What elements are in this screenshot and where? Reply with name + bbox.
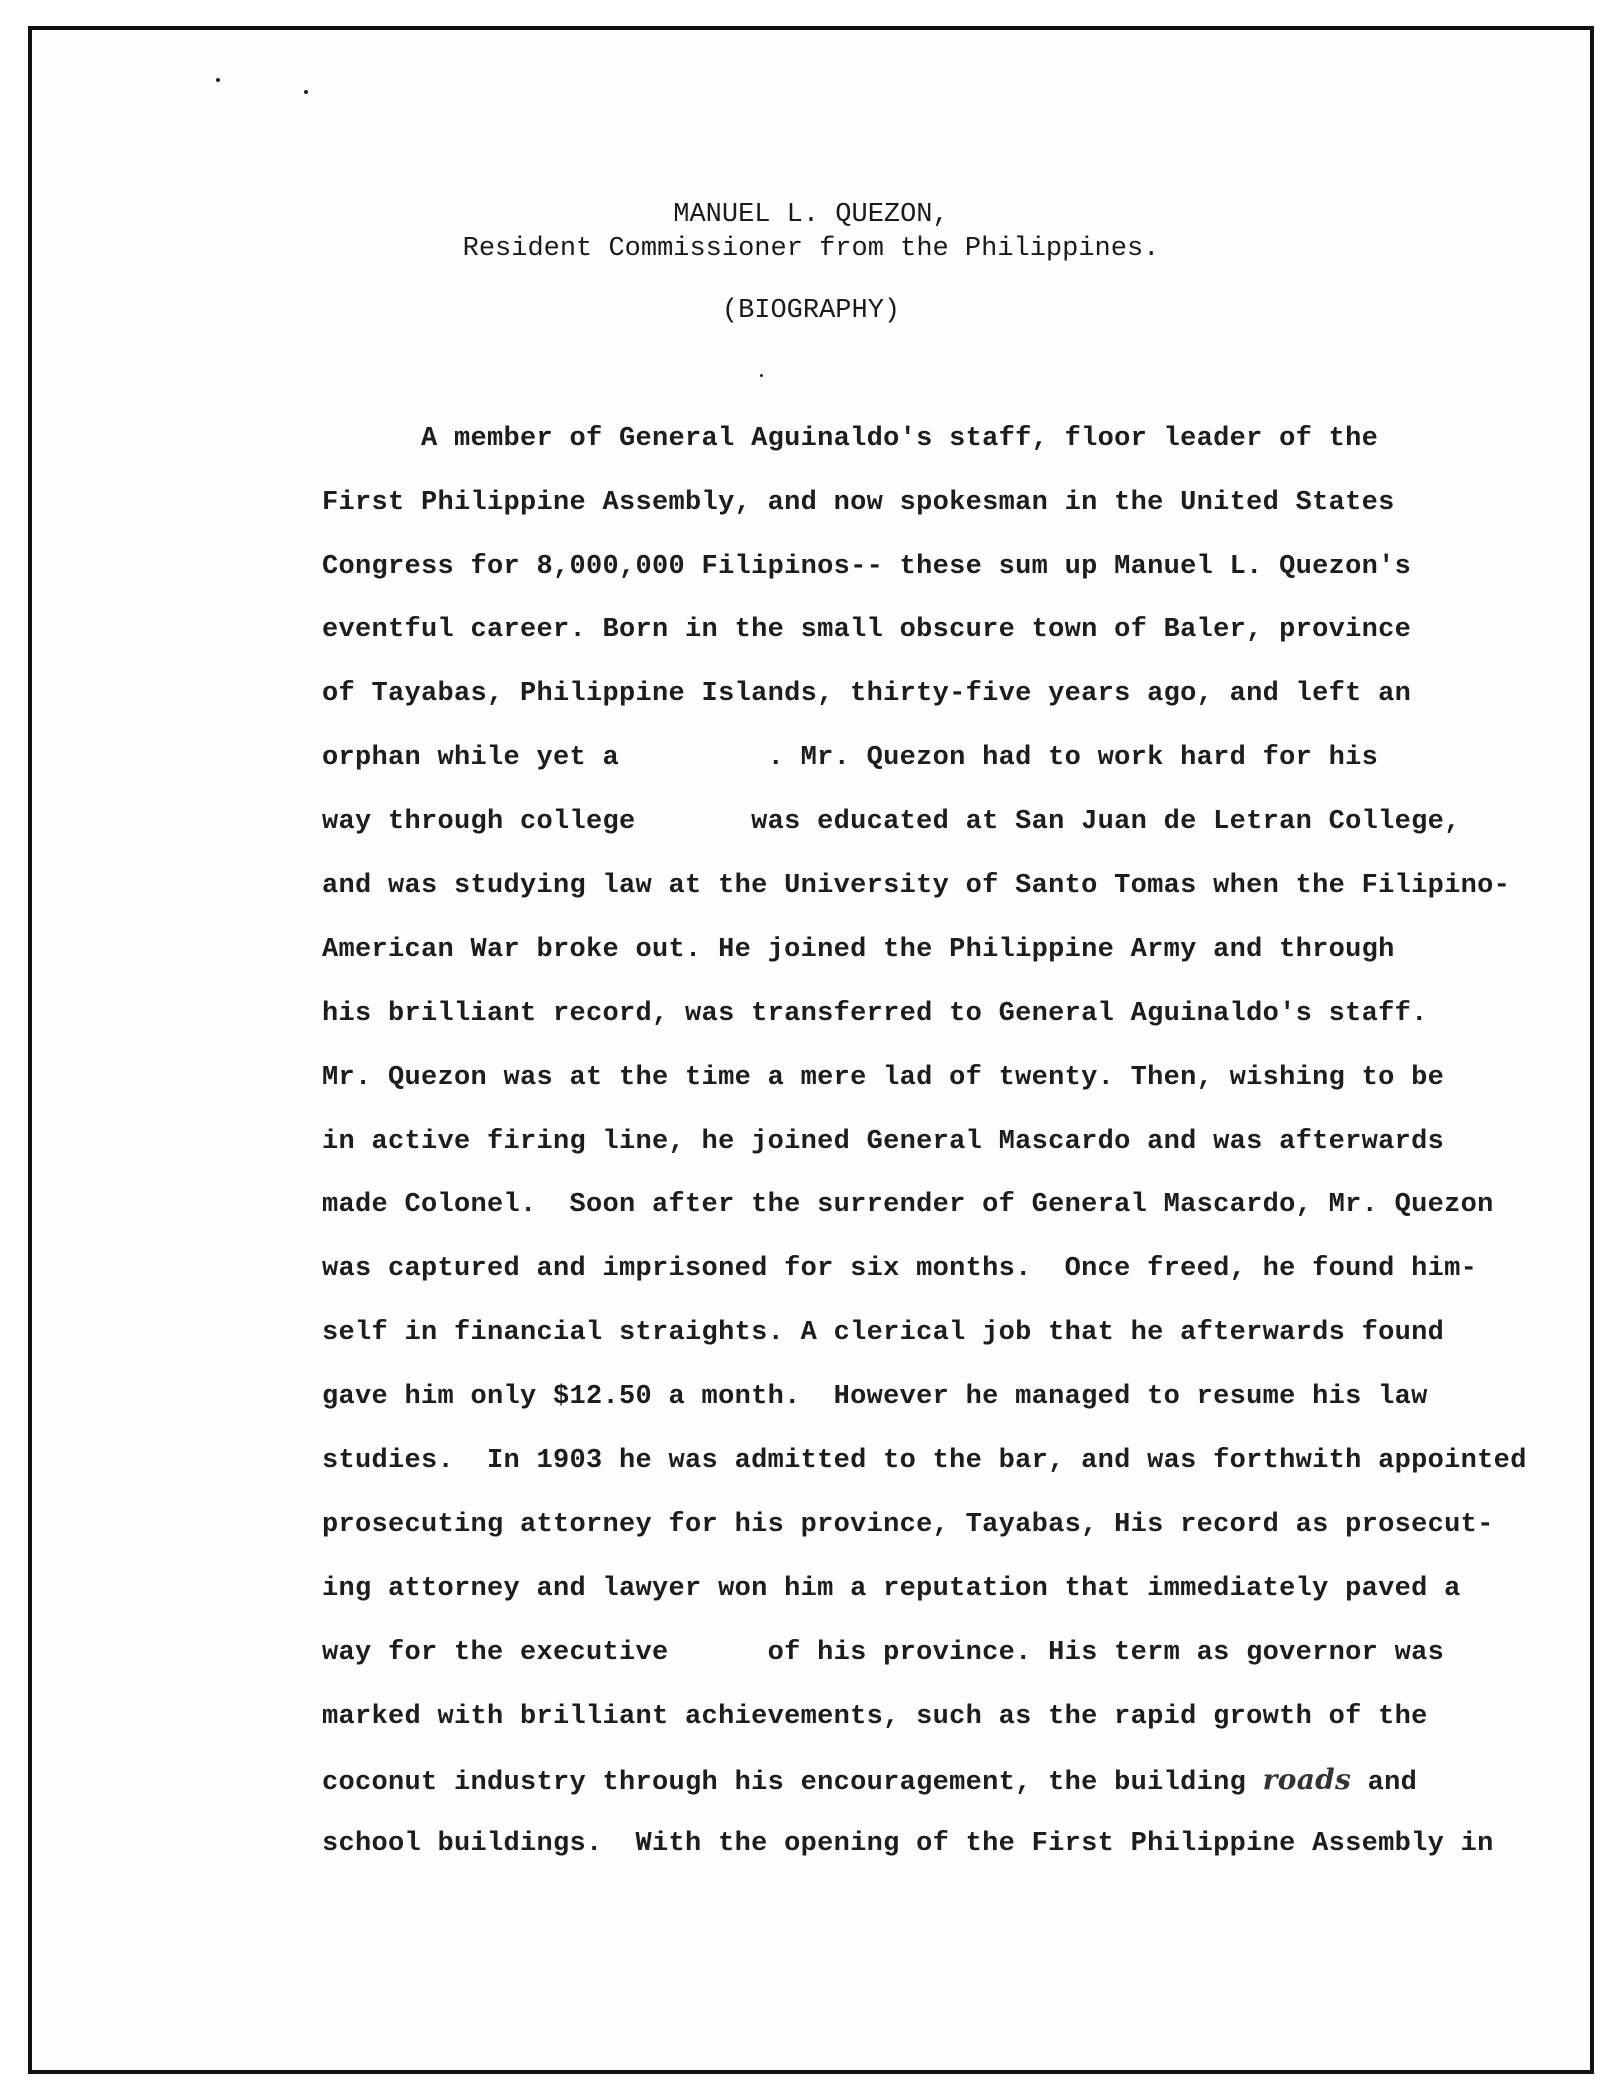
body-line: marked with brilliant achievements, such as the rapid growth of the [322, 1702, 1428, 1732]
body-line: was captured and imprisoned for six months. Once freed, he found him- [322, 1254, 1478, 1284]
body-line: A member of General Aguinaldo's staff, floor leader of the [322, 424, 1379, 454]
body-line: way for the executive of his province. His term as governor was [322, 1638, 1445, 1668]
body-line: Mr. Quezon was at the time a mere lad of twenty. Then, wishing to be [322, 1063, 1445, 1093]
body-line: American War broke out. He joined the Philippine Army and through [322, 935, 1395, 965]
body-line: First Philippine Assembly, and now spokesman in the United States [322, 488, 1395, 518]
body-line: self in financial straights. A clerical job that he afterwards found [322, 1318, 1445, 1348]
subject-position: Resident Commissioner from the Philippines. [462, 234, 1160, 264]
body-line: his brilliant record, was transferred to General Aguinaldo's staff. [322, 999, 1428, 1029]
body-line: of Tayabas, Philippine Islands, thirty-five years ago, and left an [322, 679, 1412, 709]
body-line: Congress for 8,000,000 Filipinos-- these sum up Manuel L. Quezon's [322, 552, 1412, 582]
biography-body [32, 30, 1598, 2030]
document-page [28, 26, 1594, 2074]
body-line: ing attorney and lawyer won him a reputation that immediately paved a [322, 1574, 1461, 1604]
body-line: way through college was educated at San Juan de Letran College, [322, 807, 1461, 837]
biography-label: (BIOGRAPHY) [721, 296, 901, 326]
handwritten-annotation: roads [1262, 1763, 1352, 1796]
body-line: gave him only $12.50 a month. However he managed to resume his law [322, 1382, 1428, 1412]
body-line-with-handwriting [322, 1763, 1417, 1800]
body-line: eventful career. Born in the small obscure town of Baler, province [322, 615, 1412, 645]
body-line: in active firing line, he joined General Mascardo and was afterwards [322, 1127, 1445, 1157]
body-line: made Colonel. Soon after the surrender of General Mascardo, Mr. Quezon [322, 1190, 1494, 1220]
body-line-tail: and [1351, 1768, 1418, 1798]
body-line: and was studying law at the University of Santo Tomas when the Filipino- [322, 871, 1511, 901]
body-line: prosecuting attorney for his province, Tayabas, His record as prosecut- [322, 1510, 1494, 1540]
body-line-text: coconut industry through his encouragement, the building [322, 1768, 1247, 1798]
body-line: orphan while yet a . Mr. Quezon had to work hard for his [322, 743, 1379, 773]
body-line: studies. In 1903 he was admitted to the bar, and was forthwith appointed [322, 1446, 1527, 1476]
subject-name: MANUEL L. QUEZON, [673, 200, 949, 230]
body-line: school buildings. With the opening of the First Philippine Assembly in [322, 1829, 1494, 1859]
